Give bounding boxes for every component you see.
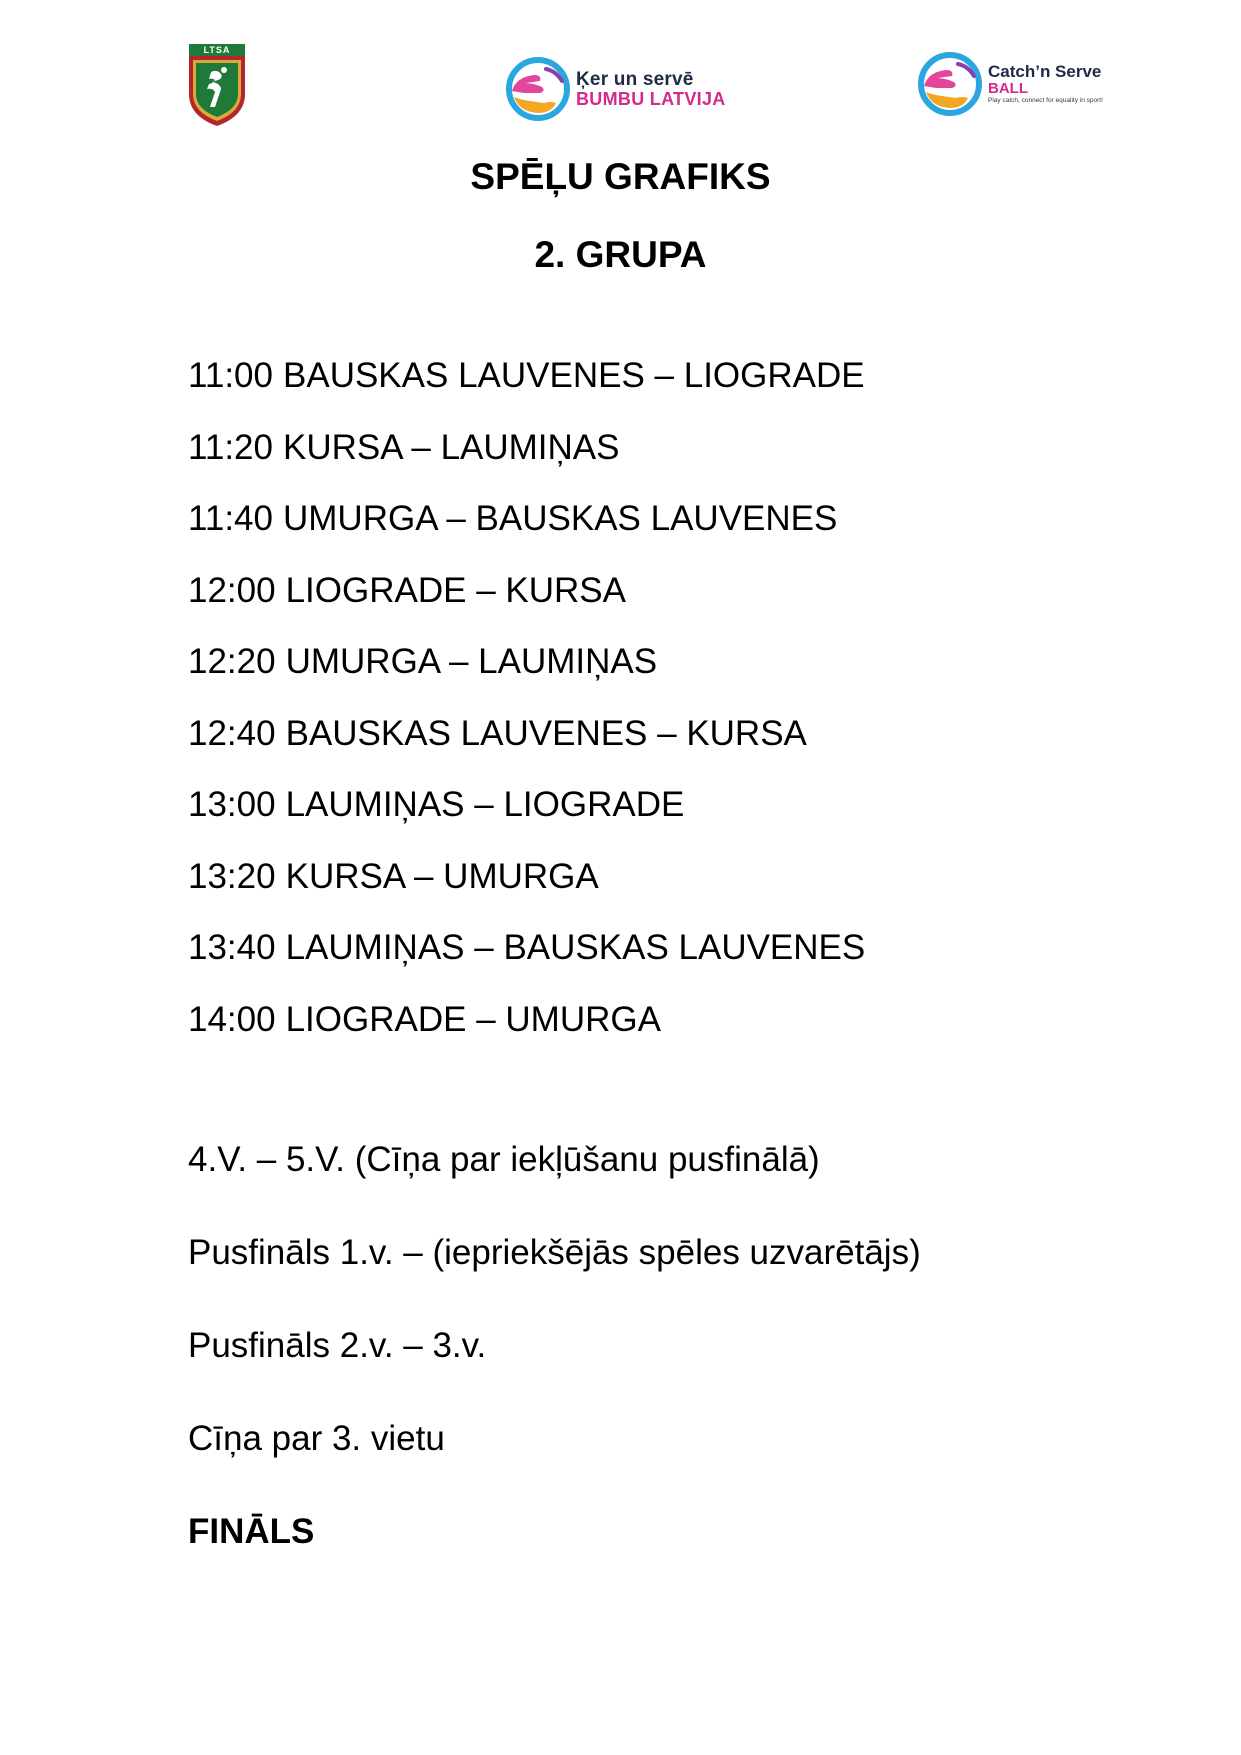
match-teams: LIOGRADE – KURSA	[285, 570, 626, 610]
stage-item: Pusfināls 1.v. – (iepriekšējās spēles uzvarētājs)	[188, 1233, 921, 1272]
ker-un-serve-line1: Ķer un servē	[576, 68, 694, 90]
ker-un-serve-line2: BUMBU LATVIJA	[576, 88, 726, 109]
schedule-row	[188, 783, 865, 855]
group-title: 2. GRUPA	[534, 234, 707, 275]
match-teams: UMURGA – LAUMIŅAS	[285, 642, 658, 681]
schedule-row	[188, 640, 865, 712]
match-teams: UMURGA – BAUSKAS LAUVENES	[283, 499, 838, 538]
match-time: 11:00	[188, 356, 273, 395]
stage-item: Cīņa par 3. vietu	[188, 1419, 445, 1458]
match-time: 12:40	[188, 713, 276, 753]
match-time: 13:40	[188, 928, 276, 967]
stage-item: 4.V. – 5.V. (Cīņa par iekļūšanu pusfinālā)	[188, 1140, 820, 1179]
ker-un-serve-logo	[506, 54, 736, 124]
final-stage: FINĀLS	[188, 1512, 315, 1551]
ltsa-logo	[186, 42, 248, 128]
match-teams: KURSA – UMURGA	[285, 856, 599, 896]
page-title: SPĒĻU GRAFIKS	[470, 156, 771, 197]
schedule-row	[188, 926, 865, 998]
schedule-row	[188, 354, 865, 426]
match-teams: LIOGRADE – UMURGA	[285, 999, 661, 1039]
match-teams: KURSA – LAUMIŅAS	[283, 427, 620, 467]
match-time: 11:40	[188, 499, 273, 538]
playoff-stages	[188, 1138, 921, 1510]
schedule-row	[188, 569, 865, 641]
stage-item: Pusfināls 2.v. – 3.v.	[188, 1326, 487, 1365]
catchn-serve-logo	[918, 48, 1118, 120]
schedule-row	[188, 855, 865, 927]
match-teams: LAUMIŅAS – LIOGRADE	[285, 785, 685, 824]
catchn-serve-tagline: Play catch, connect for equality in sport!	[988, 97, 1103, 105]
hands-ball-icon	[506, 57, 570, 121]
match-schedule	[188, 354, 865, 1069]
catchn-serve-line1: Catch’n Serve	[988, 61, 1102, 81]
schedule-row	[188, 426, 865, 498]
match-teams: LAUMIŅAS – BAUSKAS LAUVENES	[285, 928, 866, 967]
match-time: 12:00	[188, 570, 276, 610]
catchn-serve-line2: BALL	[988, 79, 1028, 97]
hands-ball-icon	[918, 52, 982, 116]
schedule-row	[188, 998, 865, 1070]
match-time: 13:20	[188, 856, 276, 896]
schedule-row	[188, 712, 865, 784]
match-time: 14:00	[188, 999, 276, 1039]
schedule-row	[188, 497, 865, 569]
match-time: 13:00	[188, 785, 276, 824]
match-teams: BAUSKAS LAUVENES – LIOGRADE	[283, 356, 865, 395]
match-teams: BAUSKAS LAUVENES – KURSA	[285, 713, 807, 753]
match-time: 12:20	[188, 642, 276, 681]
match-time: 11:20	[188, 427, 273, 467]
ltsa-logo-text: LTSA	[203, 45, 231, 55]
